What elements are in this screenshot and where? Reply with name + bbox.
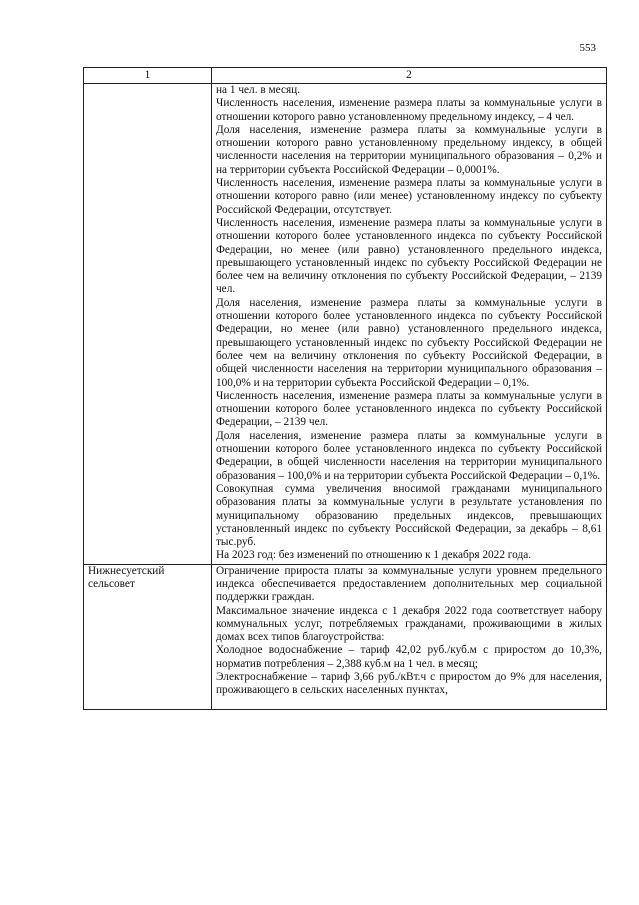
paragraph: Ограничение прироста платы за коммунальные услуги уровнем предельного индекса обеспечивается предоставлением дополнительных мер социальной поддержки граждан. [216, 564, 602, 604]
table-header-row [84, 68, 607, 84]
municipality-cell [84, 84, 212, 565]
paragraph: Совокупная сумма увеличения вносимой гражданами муниципального образования платы за коммунальные услуги в результате установления по муниципальному образованию предельных индексов, превышающих установленный индекс по субъекту Российской Федерации, за декабрь – 8,61 тыс.руб. [216, 482, 602, 549]
paragraph: Доля населения, изменение размера платы за коммунальные услуги в отношении которого более установленного индекса по субъекту Российской Федерации, но менее (или равно) установленного предельного индекса, превышающего установленный индекс по субъекту Российской Федерации не более чем на величину отклонения по субъекту Российской Федерации, в общей численности населения на территории муниципального образования – 100,0% и на территории субъекта Российской Федерации – 0,1%. [216, 296, 602, 389]
paragraph: Доля населения, изменение размера платы за коммунальные услуги в отношении которого более установленного индекса по субъекту Российской Федерации, в общей численности населения на территории муниципального образования – 100,0% и на территории субъекта Российской Федерации – 0,1%. [216, 429, 602, 482]
paragraph: на 1 чел. в месяц. [216, 84, 301, 96]
municipality-cell: Нижнесуетский сельсовет [84, 564, 212, 709]
paragraph: Максимальное значение индекса с 1 декабря 2022 года соответствует набору коммунальных услуг, потребляемых гражданами, проживающими в жилых домах всех типов благоустройства: [216, 604, 602, 644]
paragraph: На 2023 год: без изменений по отношению к 1 декабря 2022 года. [216, 549, 532, 562]
paragraph: Численность населения, изменение размера платы за коммунальные услуги в отношении которого равно (или менее) установленному индексу по субъекту Российской Федерации, отсутствует. [216, 177, 602, 216]
paragraph: Численность населения, изменение размера платы за коммунальные услуги в отношении которого равно установленному предельному индексу, – 4 чел. [216, 97, 602, 123]
description-cell [212, 84, 607, 565]
paragraph: Доля населения, изменение размера платы за коммунальные услуги в отношении которого равно установленному предельному индексу, в общей численности населения на территории муниципального образования – 0,2% и на территории субъекта Российской Федерации – 0,0001%. [216, 123, 602, 176]
paragraph: Электроснабжение – тариф 3,66 руб./кВт.ч с приростом до 9% для населения, проживающего в сельских населенных пунктах, [216, 671, 602, 697]
description-cell [212, 564, 607, 709]
column-header-2: 2 [212, 68, 607, 84]
paragraph: Холодное водоснабжение – тариф 42,02 руб./куб.м с приростом до 10,3%, норматив потребления – 2,388 куб.м на 1 чел. в месяц; [216, 644, 602, 670]
table-row [84, 564, 607, 709]
table-row [84, 84, 607, 565]
document-table [83, 67, 607, 710]
paragraph: Численность населения, изменение размера платы за коммунальные услуги в отношении которого более установленного индекса по субъекту Российской Федерации, но менее (или равно) установленного предельного индекса, превышающего установленный индекс по субъекту Российской Федерации не более чем на величину отклонения по субъекту Российской Федерации, – 2139 чел. [216, 216, 602, 296]
paragraph: Численность населения, изменение размера платы за коммунальные услуги в отношении которого более установленного индекса по субъекту Российской Федерации, – 2139 чел. [216, 389, 602, 429]
column-header-1: 1 [84, 68, 212, 84]
page-number: 553 [579, 42, 596, 54]
